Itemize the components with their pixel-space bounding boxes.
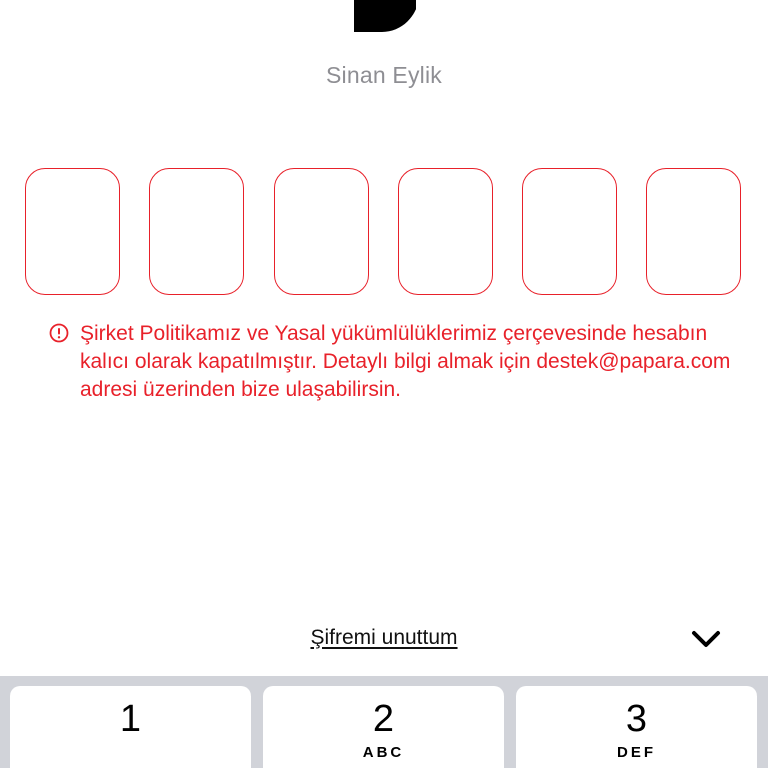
pin-input-row[interactable] <box>25 168 743 297</box>
key-digit: 2 <box>372 698 395 740</box>
pin-digit-box-6[interactable] <box>646 168 741 295</box>
pin-digit-box-2[interactable] <box>149 168 244 295</box>
key-2[interactable] <box>263 686 504 768</box>
key-digit: 3 <box>625 698 648 740</box>
forgot-password-row <box>0 626 768 650</box>
pin-digit-box-5[interactable] <box>522 168 617 295</box>
pin-digit-box-3[interactable] <box>274 168 369 295</box>
pin-digit-box-4[interactable] <box>398 168 493 295</box>
key-digit: 1 <box>119 698 142 740</box>
key-letters: ABC <box>362 744 405 761</box>
papara-logo <box>340 0 416 40</box>
key-letters: DEF <box>617 744 656 761</box>
error-text: Şirket Politikamız ve Yasal yükümlülüklerimiz çerçevesinde hesabın kalıcı olarak kapatılmıştır. Detaylı bilgi almak için destek@papara.com adresi üzerinden bize ulaşabilirsin. <box>80 322 731 401</box>
numeric-keypad <box>0 676 768 768</box>
chevron-down-icon[interactable] <box>688 625 724 653</box>
key-3[interactable] <box>516 686 757 768</box>
user-name: Sinan Eylik <box>326 62 442 88</box>
key-1[interactable] <box>10 686 251 768</box>
forgot-password-link[interactable]: Şifremi unuttum <box>310 626 458 649</box>
alert-circle-icon <box>49 323 69 343</box>
pin-digit-box-1[interactable] <box>25 168 120 295</box>
